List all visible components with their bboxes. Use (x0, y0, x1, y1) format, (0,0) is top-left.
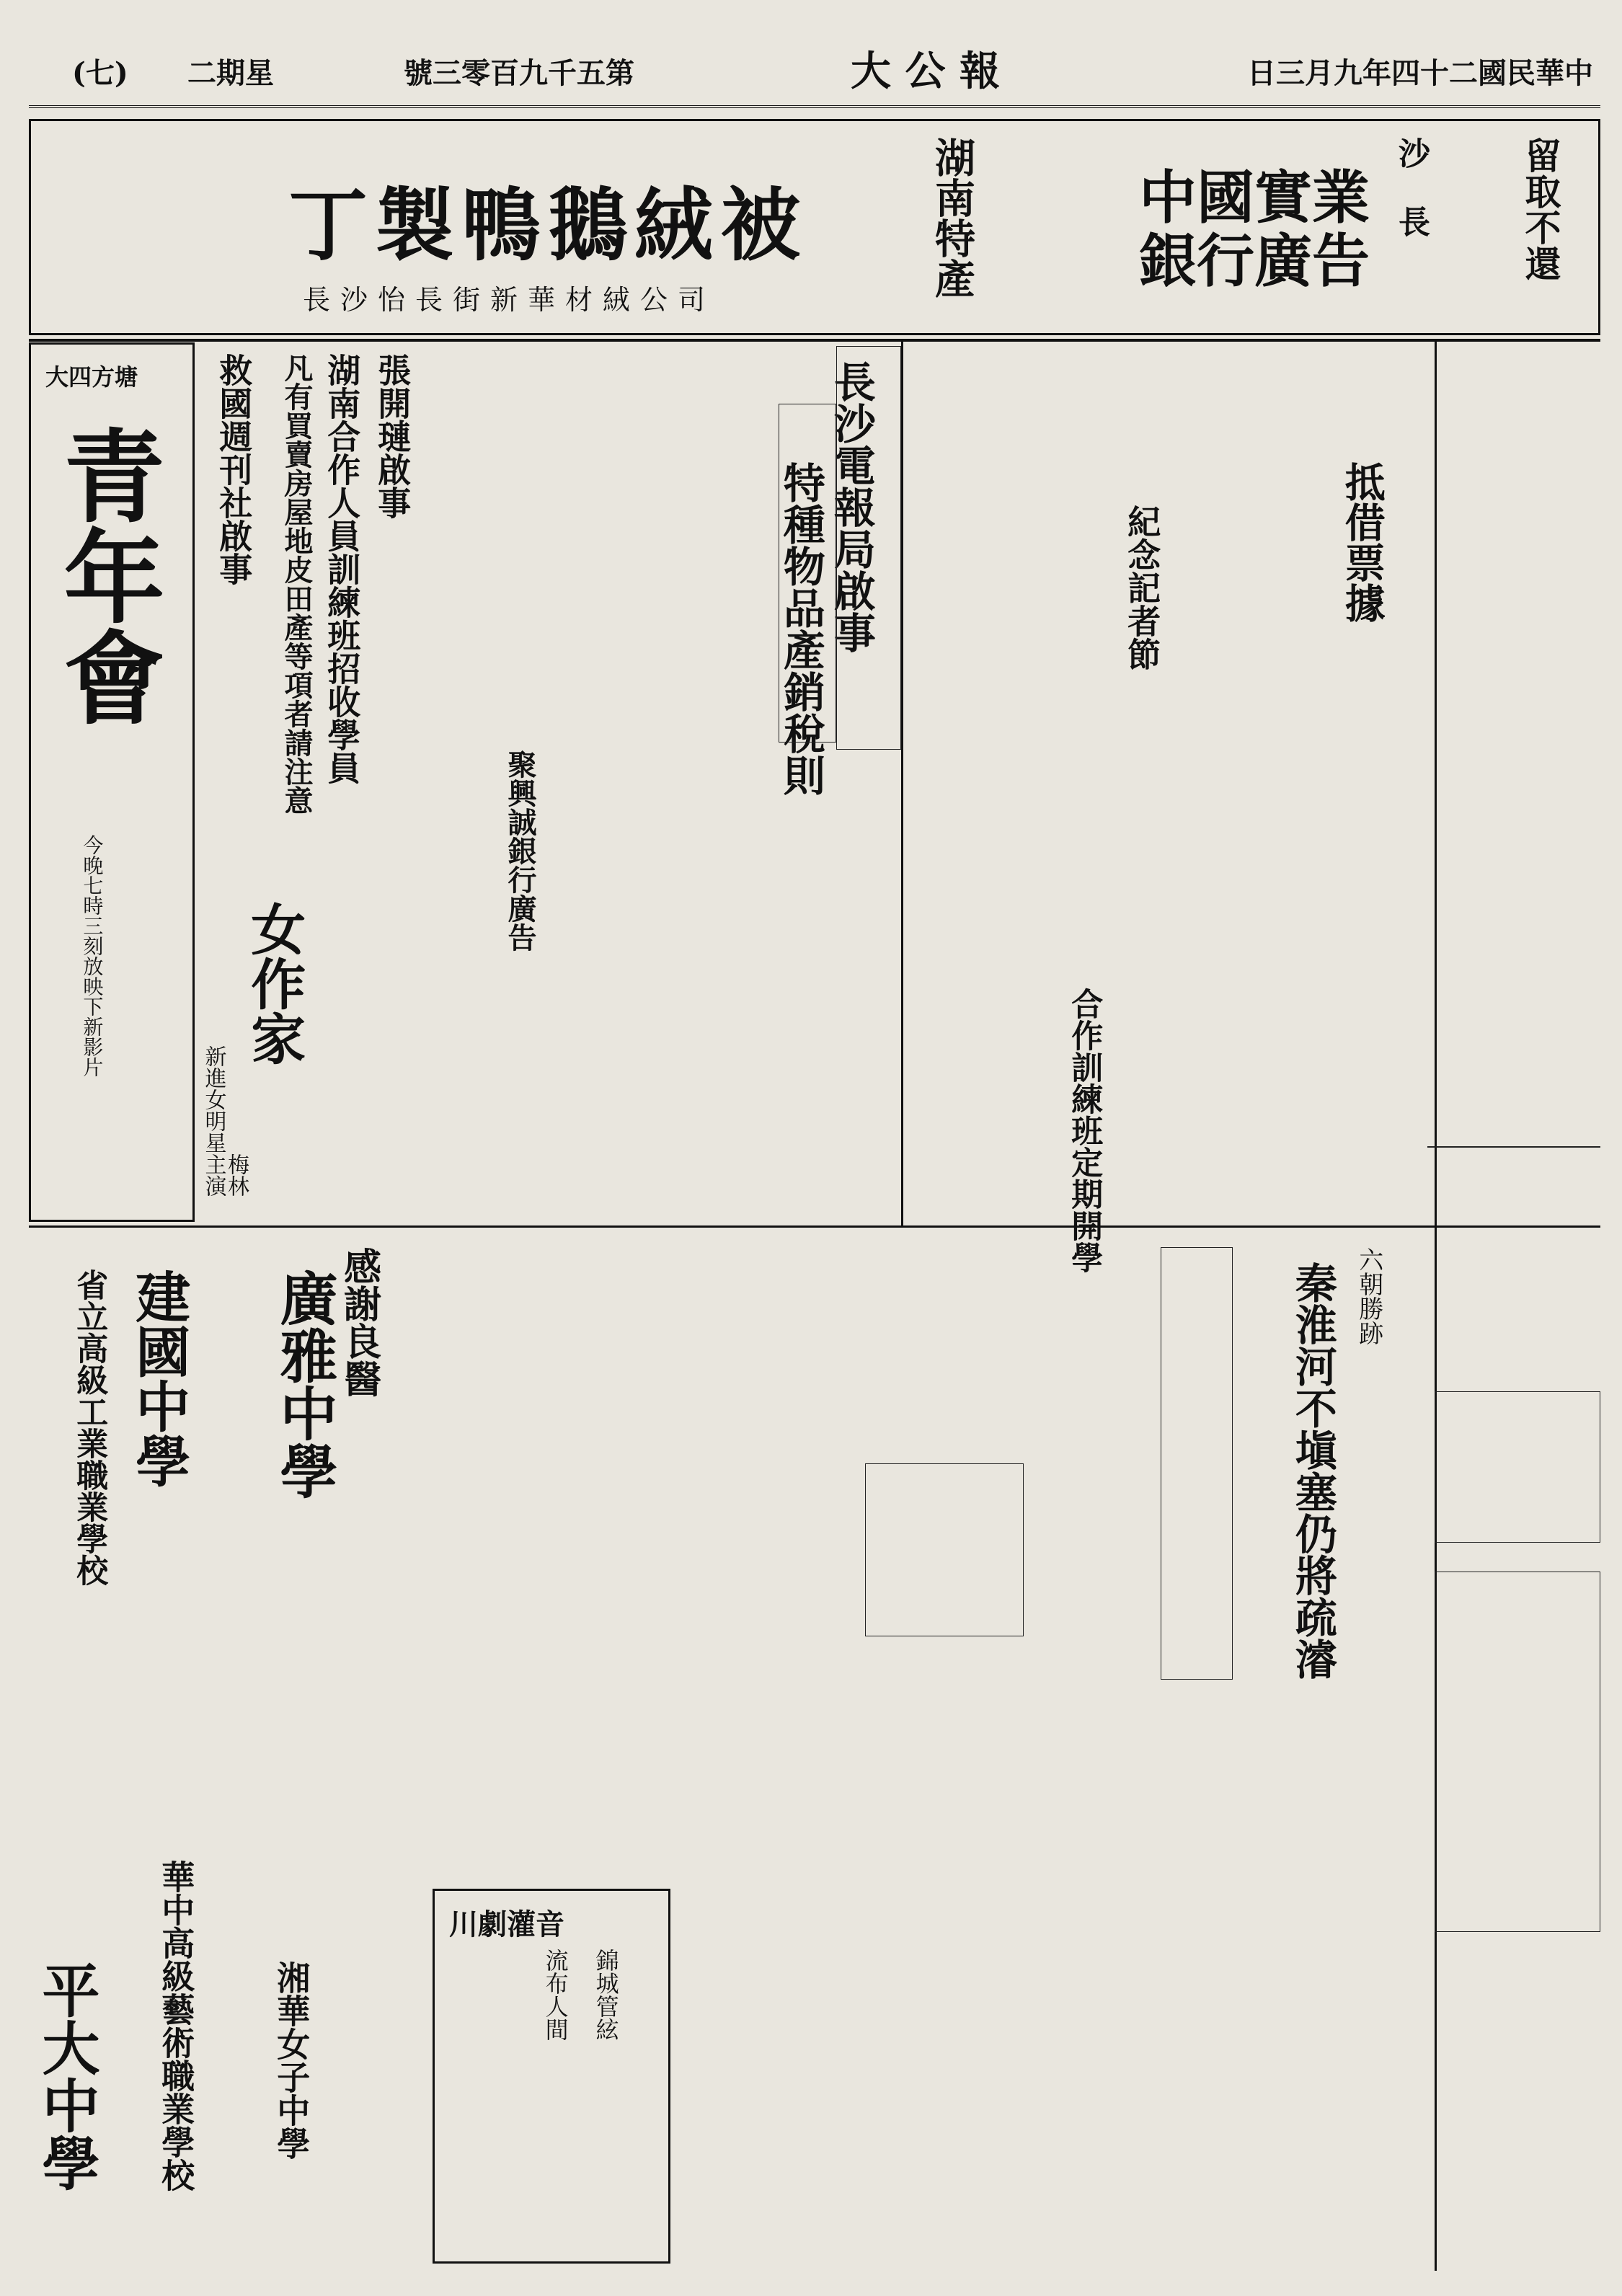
ad-opera-sub: 錦城管絃 (592, 1949, 620, 2041)
ad-school-huazhong: 華中高級藝術職業學校 (156, 1860, 196, 2191)
ad-school-jianguo: 建國中學 (126, 1269, 191, 1488)
ad-school-xianghua: 湘華女子中學 (272, 1961, 311, 2160)
ad-keep-notice: 留取不還 (1519, 137, 1562, 281)
ad-film-stars: 新進女明星 (200, 1045, 226, 1153)
section-markets (1435, 1572, 1600, 1932)
ad-bank-city: 沙 長 (1393, 137, 1430, 237)
section-tomb (865, 1463, 1024, 1636)
article-title-notice: 張開璉啟事 (373, 353, 412, 519)
ad-down-quilt (260, 133, 980, 321)
ad-film-title: 女作家 (241, 901, 306, 1065)
section-divider (1427, 1146, 1600, 1148)
article-title-bank-ad: 聚興誠銀行廣告 (503, 750, 537, 952)
article-title-weekly: 救國週刊社啟事 (214, 353, 254, 585)
article-title-real-estate: 凡有買賣房屋地皮田產等項者請注意 (280, 353, 314, 815)
ad-sichuan-opera (433, 1889, 670, 2264)
ad-opera-sub-2: 流布人間 (541, 1949, 570, 2041)
ad-title: 丁製鴨鵝絨被 (288, 179, 807, 272)
ad-maker: 長沙怡長街新華材絨公司 (303, 284, 716, 316)
ad-theater-name: 大四方塘 (45, 363, 138, 391)
section-tax (779, 404, 836, 743)
ad-school-industrial: 省立高級工業職業學校 (71, 1269, 108, 1586)
masthead-paper-name: 大 公 報 (851, 48, 1000, 95)
column-rule-top (29, 339, 1600, 342)
article-title-telegraph: 長沙電報局啟事 (826, 360, 876, 653)
section-new-article (1161, 1247, 1233, 1680)
article-title-bills: 抵借票據 (1338, 461, 1386, 623)
masthead-page-number: (七) (72, 56, 128, 90)
column-rule-a (901, 339, 903, 1225)
masthead (29, 22, 1600, 108)
ad-bank-title: 中國實業銀行廣告 (1139, 164, 1370, 295)
column-rule-mid (29, 1225, 1600, 1228)
column-rule-b (1435, 339, 1437, 2271)
article-title-tax: 特種物品產銷稅則 (776, 461, 825, 796)
article-title-journalist-day: 紀念記者節 (1122, 505, 1162, 670)
masthead-issue: 號三零百九千五第 (404, 56, 634, 90)
ad-youth-title: 青年會 (47, 424, 165, 727)
ad-school-pingda: 平大中學 (32, 1961, 100, 2191)
ad-youth-hall (29, 342, 195, 1222)
ad-film-stars-2: 梅林 主演 (200, 1153, 249, 1197)
section-telegraph (836, 346, 901, 750)
ad-youth-subtitle: 今晚七時三刻放映下新影片 (80, 835, 105, 1077)
masthead-weekday: 二期星 (187, 56, 274, 90)
masthead-date: 日三月九年四十二國民華中 (1247, 56, 1593, 90)
ad-opera-title: 川劇灌音 (449, 1907, 564, 1941)
ad-film (195, 807, 360, 1222)
section-rates (1435, 1391, 1600, 1543)
article-title-training-class: 合作訓練班定期開學 (1065, 988, 1103, 1273)
article-title-six-dynasties: 六朝勝跡 (1354, 1247, 1383, 1345)
ad-school-guangya: 廣雅中學 (270, 1269, 338, 1499)
ad-bank (1125, 137, 1430, 324)
article-title-qinhuai: 秦淮河不塡塞仍將疏濬 (1288, 1262, 1337, 1680)
article-title-training: 湖南合作人員訓練班招收學員 (322, 353, 362, 784)
article-title-doctor-thanks: 感謝良醫 (337, 1247, 381, 1397)
ad-brand: 湖南特產 (929, 137, 976, 298)
